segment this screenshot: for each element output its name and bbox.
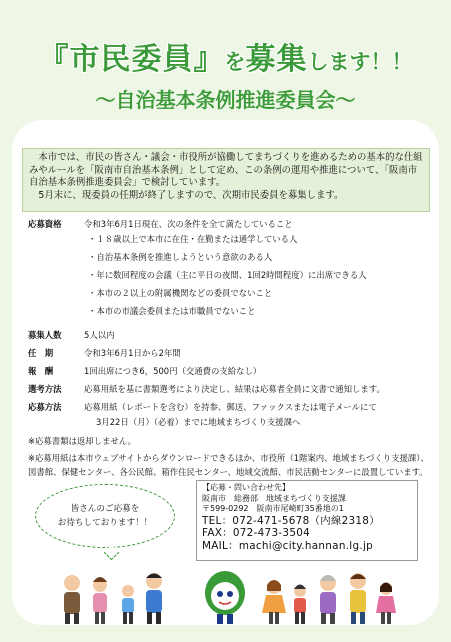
- person-young-man-icon: [350, 573, 366, 624]
- selection-label: 選考方法: [28, 384, 62, 394]
- contact-dept: 阪南市 総務部 地域まちづくり支援課: [202, 493, 346, 503]
- count-row: [28, 329, 433, 341]
- person-girl-2-icon: [376, 583, 396, 625]
- person-child-icon: [122, 585, 134, 624]
- person-girl-icon: [262, 580, 286, 624]
- person-elder-woman-icon: [320, 575, 336, 624]
- contact-mail[interactable]: MAIL：machi@city.hannan.lg.jp: [202, 539, 374, 552]
- method-deadline: 3月22日（月）（必着）までに地域まちづくり支援課へ: [96, 417, 301, 427]
- person-elder-man-icon: [64, 575, 80, 624]
- contact-box: [196, 480, 418, 561]
- page-subtitle: ～自治基本条例推進委員会～: [95, 88, 356, 112]
- contact-address: 〒599-0292 阪南市尾崎町35番地の1: [202, 504, 344, 514]
- person-woman-icon: [93, 577, 107, 624]
- condition-item: ・自治基本条例を推進しようという意欲のある人: [88, 252, 273, 262]
- condition-item: ・本市の２以上の附属機関などの委員でないこと: [88, 288, 273, 298]
- speech-bubble: [35, 484, 175, 548]
- person-man-icon: [146, 573, 162, 624]
- title-wo: を: [224, 50, 246, 74]
- method-row: [28, 401, 433, 428]
- note-return: ※応募書類は返却しません。: [28, 436, 137, 446]
- condition-item: ・本市の市議会委員または市職員でないこと: [88, 306, 256, 316]
- intro-box: [22, 148, 430, 212]
- intro-paragraph-2: 5月末に、現委員の任期が終了しますので、次期市民委員を募集します。: [38, 189, 344, 201]
- term-value: 令和3年6月1日から2年間: [84, 348, 181, 358]
- person-boy-icon: [294, 585, 306, 625]
- contact-fax: FAX：072-473-3504: [202, 527, 311, 540]
- method-label: 応募方法: [28, 402, 62, 412]
- qualification-row: [28, 218, 433, 323]
- title-tail: します！！: [307, 50, 413, 74]
- bubble-line-2: お待ちしております！！: [57, 518, 153, 528]
- contact-tel: TEL：072-471-5678（内線2318）: [202, 514, 380, 527]
- intro-paragraph: 本市では、市民の皆さん・議会・市役所が協働してまちづくりを進めるための基本的な仕組みやルールを「阪南市自治基本条例」として定め、この条例の運用や推進について、「阪南市自治基本条例推進委員会」で検討しています。: [29, 152, 423, 189]
- page-title: [0, 34, 451, 78]
- selection-row: [28, 383, 433, 395]
- condition-item: ・年に数回程度の会議（主に平日の夜間、1回2時間程度）に出席できる人: [88, 270, 367, 280]
- title-main: 『市民委員』: [38, 42, 225, 77]
- count-value: 5人以内: [84, 330, 115, 340]
- contact-heading: 【応募・問い合わせ先】: [202, 483, 290, 492]
- mascot-character-icon: [205, 571, 245, 624]
- selection-value: 応募用紙を基に書類選考により決定し、結果は応募者全員に文書で通知します。: [84, 384, 385, 394]
- bubble-line: 皆さんのご応募を: [70, 504, 140, 514]
- condition-list: [84, 233, 433, 317]
- reward-label: 報 酬: [28, 366, 54, 376]
- title-boshu: 募集: [245, 42, 308, 77]
- residents-illustration: [50, 565, 400, 625]
- qualification-text: 令和3年6月1日現在、次の条件を全て満たしていること: [84, 219, 293, 229]
- reward-row: [28, 365, 433, 377]
- term-row: [28, 347, 433, 359]
- term-label: 任 期: [28, 348, 54, 358]
- count-label: 募集人数: [28, 330, 62, 340]
- details-section: [28, 218, 433, 482]
- condition-item: ・１８歳以上で本市に在住・在勤または通学している人: [88, 234, 298, 244]
- note-distribution: ※応募用紙は本市ウェブサイトからダウンロードできるほか、市役所（1階案内、地域まちづくり支援課）、図書館、保健センター、各公民館、箱作住民センター、地域交流館、市民活動センターに設置しています。: [28, 453, 429, 477]
- qualification-label: 応募資格: [28, 219, 62, 229]
- reward-value: 1回出席につき6，500円（交通費の支給なし）: [84, 366, 262, 376]
- method-value: 応募用紙（レポートを含む）を持参、郵送、ファックスまたは電子メールにて: [84, 402, 377, 412]
